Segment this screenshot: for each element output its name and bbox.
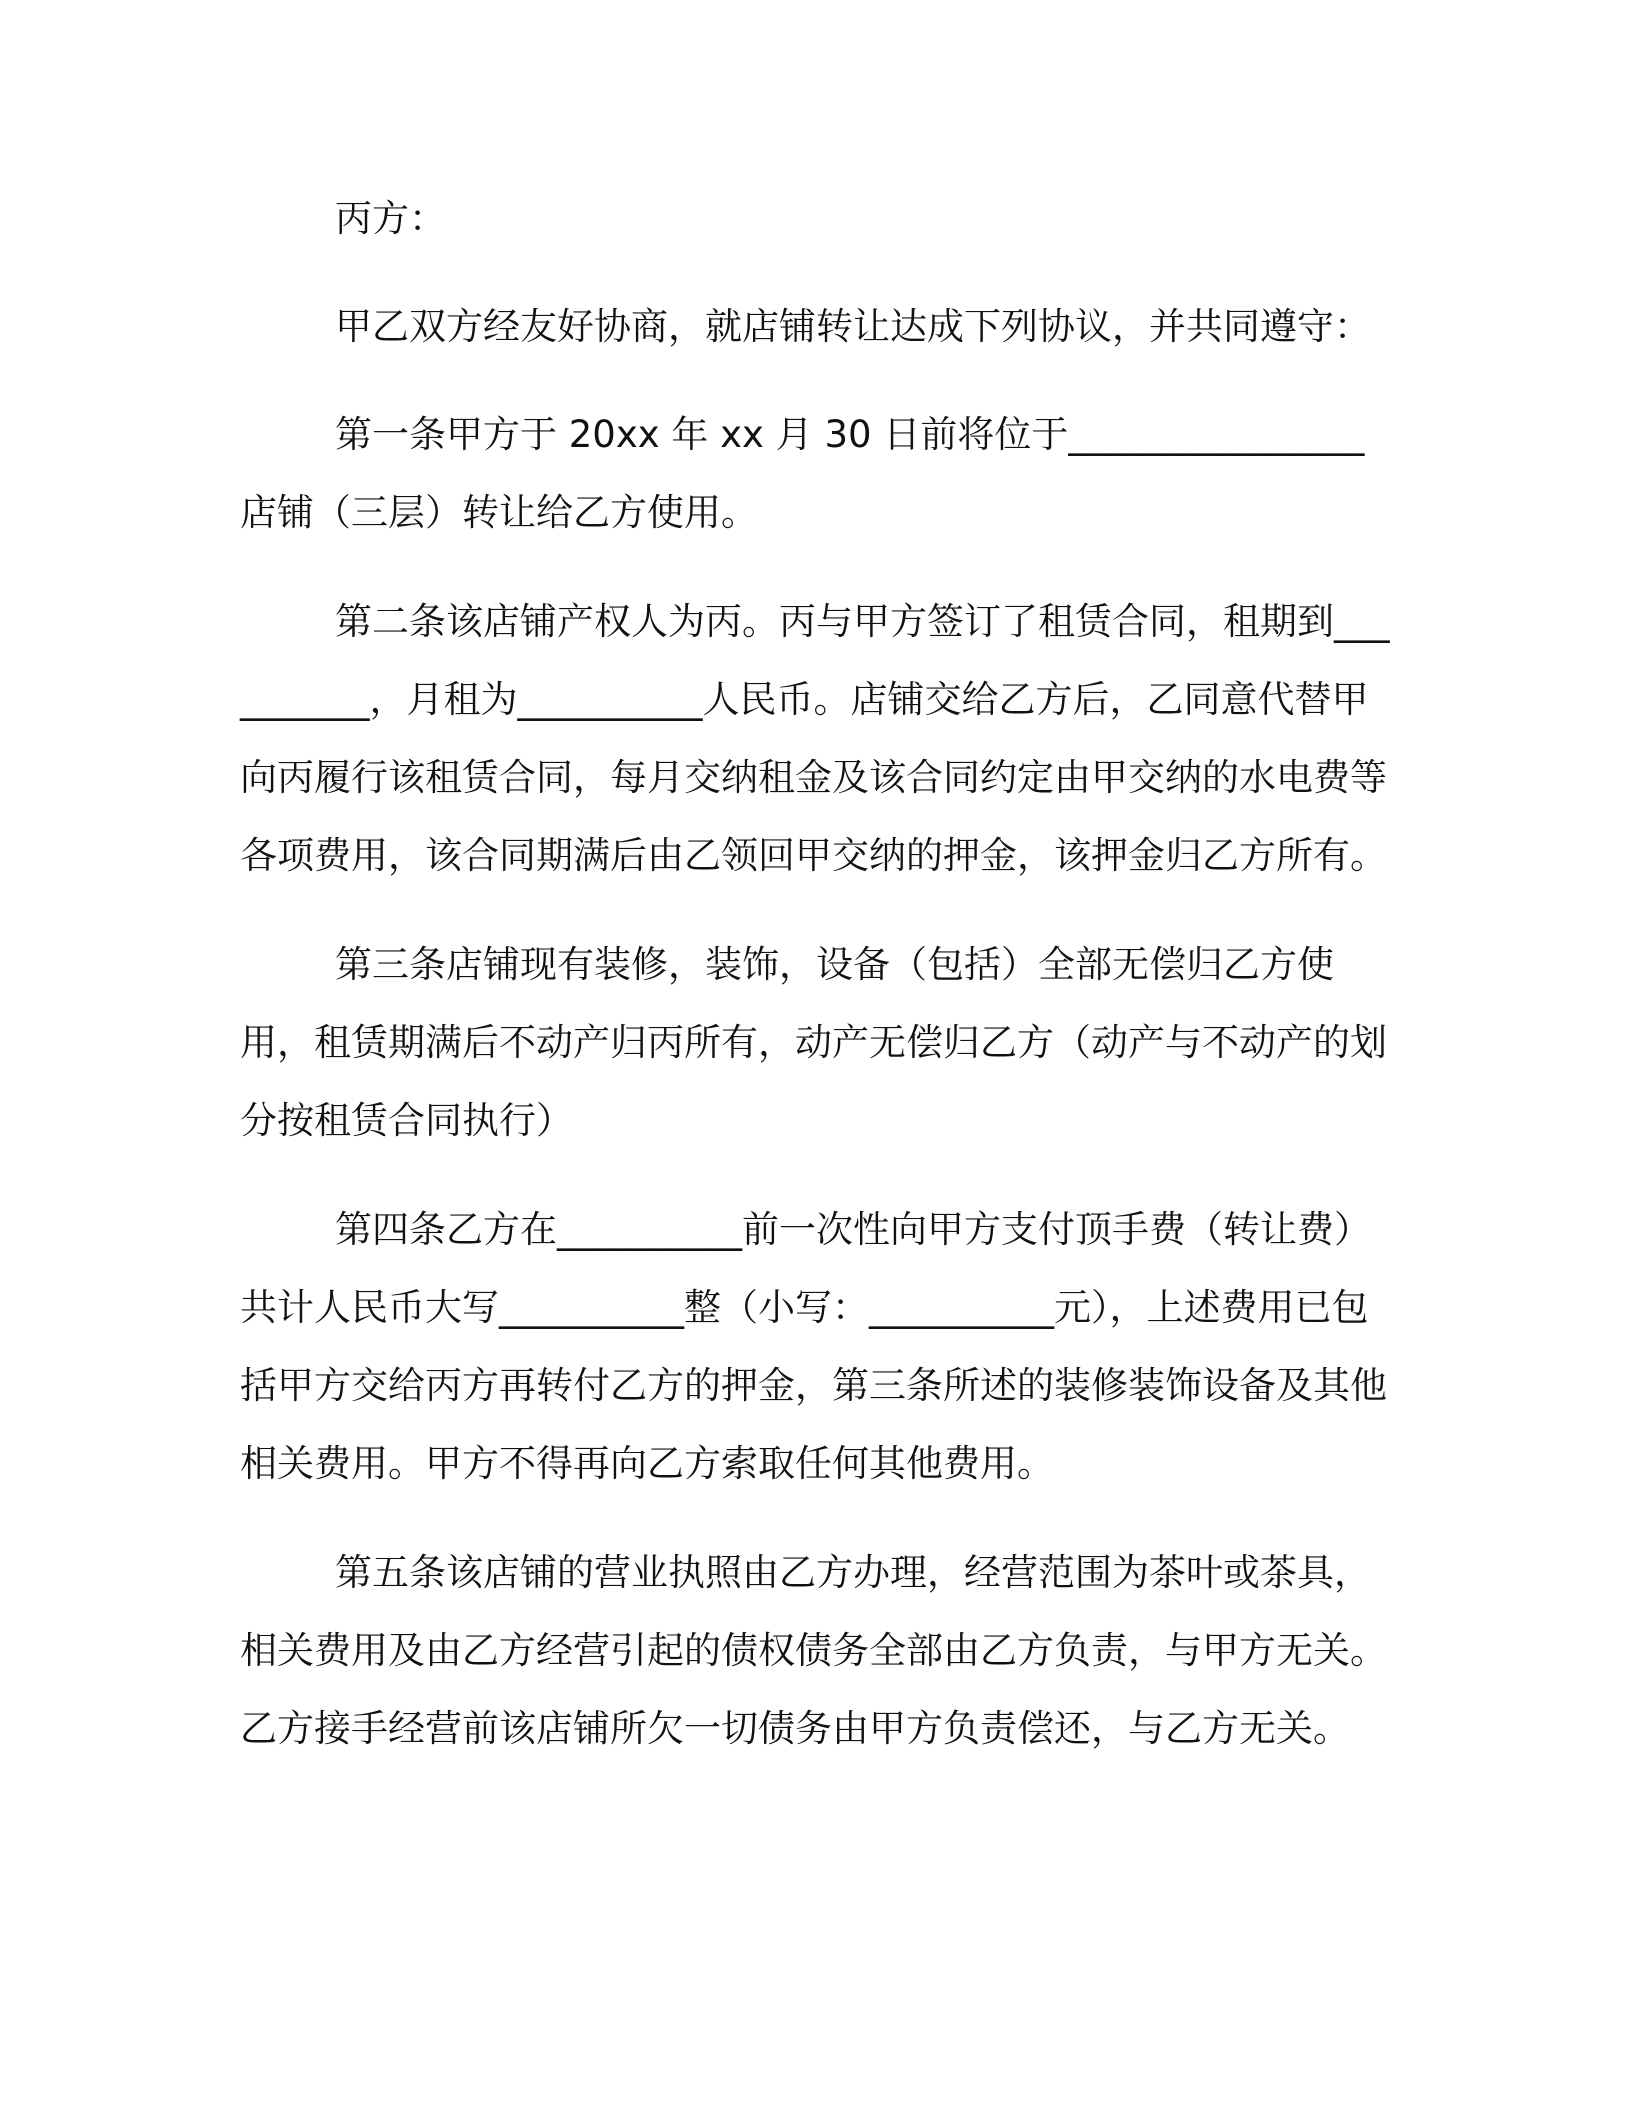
- contract-body: [240, 180, 1400, 1799]
- article-1-paragraph: 第一条甲方于 20xx 年 xx 月 30 日前将位于________________店铺（三层）转让给乙方使用。: [240, 413, 1365, 534]
- article-4-paragraph: 第四条乙方在__________前一次性向甲方支付顶手费（转让费）共计人民币大写__________整（小写：__________元），上述费用已包括甲方交给丙方再转付乙方的押金，第三条所述的装修装饰设备及其他相关费用。甲方不得再向乙方索取任何其他费用。: [240, 1208, 1387, 1485]
- article-2-paragraph: 第二条该店铺产权人为丙。丙与甲方签订了租赁合同，租期到__________，月租为__________人民币。店铺交给乙方后，乙同意代替甲向丙履行该租赁合同，每月交纳租金及该合同约定由甲交纳的水电费等各项费用，该合同期满后由乙领回甲交纳的押金，该押金归乙方所有。: [240, 600, 1390, 877]
- party-c-line: 丙方：: [335, 197, 446, 240]
- article-3-paragraph: 第三条店铺现有装修，装饰，设备（包括）全部无偿归乙方使用，租赁期满后不动产归丙所有，动产无偿归乙方（动产与不动产的划分按租赁合同执行）: [240, 943, 1387, 1142]
- intro-paragraph: 甲乙双方经友好协商，就店铺转让达成下列协议，并共同遵守：: [335, 305, 1371, 348]
- article-5-paragraph: 第五条该店铺的营业执照由乙方办理，经营范围为茶叶或茶具，相关费用及由乙方经营引起的债权债务全部由乙方负责，与甲方无关。乙方接手经营前该店铺所欠一切债务由甲方负责偿还，与乙方无关。: [240, 1551, 1387, 1750]
